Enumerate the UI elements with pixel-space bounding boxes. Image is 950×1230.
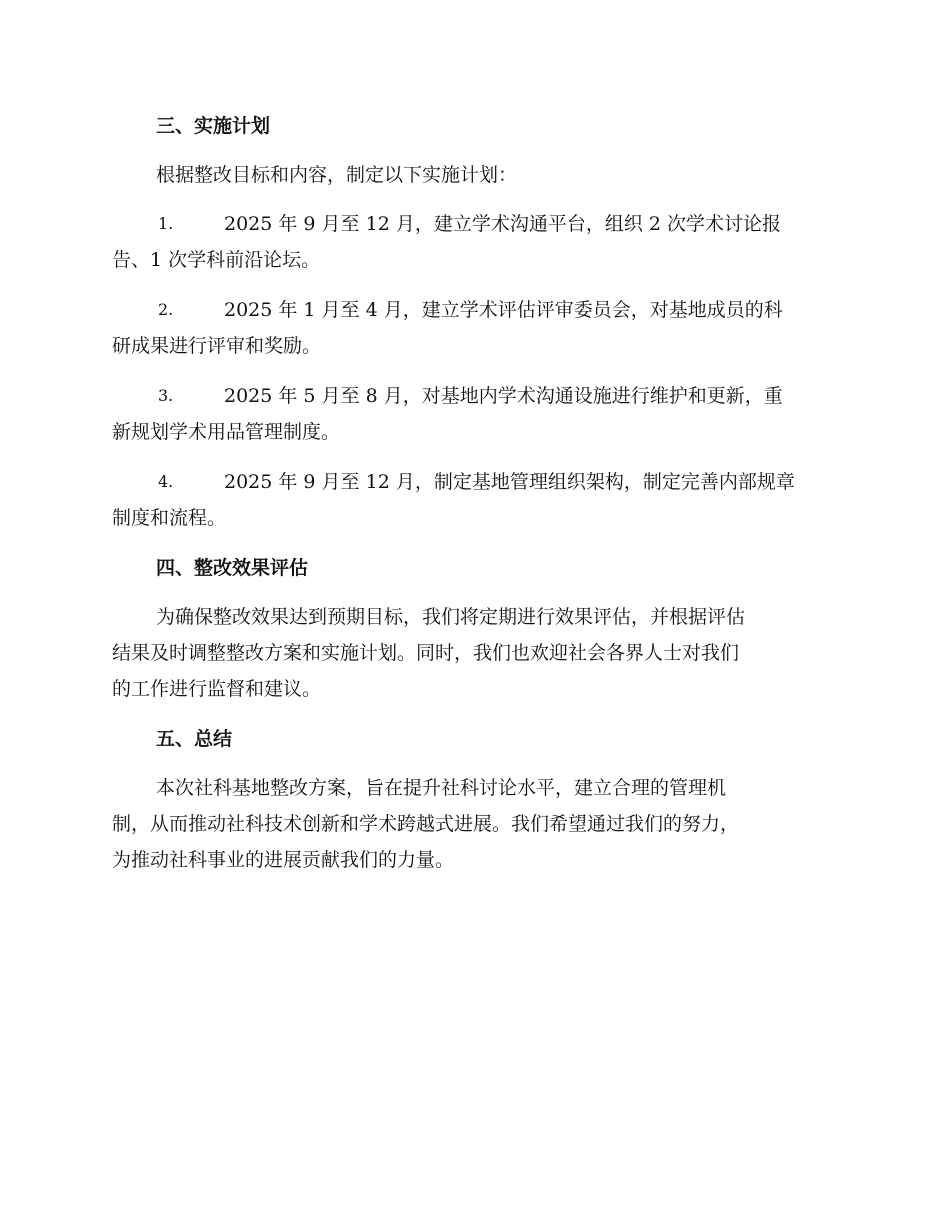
plan-item-number: 1.: [158, 214, 174, 233]
plan-item-number: 4.: [158, 472, 174, 491]
effect-evaluation-paragraph: [112, 599, 842, 707]
plan-item-text-line1: 2025 年 1 月至 4 月，建立学术评估评审委员会，对基地成员的科: [224, 299, 783, 321]
paragraph-line: 制，从而推动社科技术创新和学术跨越式进展。我们希望通过我们的努力，: [112, 813, 740, 835]
implementation-intro: 根据整改目标和内容，制定以下实施计划：: [156, 164, 518, 186]
paragraph-line: 为确保整改效果达到预期目标，我们将定期进行效果评估，并根据评估: [156, 606, 746, 628]
plan-item-text-line2: 告、1 次学科前沿论坛。: [112, 249, 321, 271]
plan-item-text-line1: 2025 年 5 月至 8 月，对基地内学术沟通设施进行维护和更新，重: [224, 385, 783, 407]
paragraph-line: 为推动社科事业的进展贡献我们的力量。: [112, 849, 455, 871]
plan-item-text-line2: 新规划学术用品管理制度。: [112, 421, 341, 443]
plan-item-2: [112, 292, 842, 364]
plan-item-text-line2: 制度和流程。: [112, 507, 227, 529]
plan-item-4: [112, 464, 842, 536]
section-heading-summary: 五、总结: [156, 728, 233, 750]
plan-item-number: 3.: [158, 386, 174, 405]
summary-paragraph: [112, 770, 842, 878]
plan-item-text-line1: 2025 年 9 月至 12 月，建立学术沟通平台，组织 2 次学术讨论报: [224, 213, 781, 235]
plan-item-3: [112, 378, 842, 450]
section-heading-implementation-plan: 三、实施计划: [156, 115, 271, 137]
document-page: [112, 108, 842, 878]
paragraph-line: 本次社科基地整改方案，旨在提升社科讨论水平，建立合理的管理机: [156, 777, 727, 799]
plan-item-text-line2: 研成果进行评审和奖励。: [112, 335, 322, 357]
paragraph-line: 结果及时调整整改方案和实施计划。同时，我们也欢迎社会各界人士对我们: [112, 642, 740, 664]
plan-item-number: 2.: [158, 300, 174, 319]
section-heading-effect-evaluation: 四、整改效果评估: [156, 557, 309, 579]
plan-item-text-line1: 2025 年 9 月至 12 月，制定基地管理组织架构，制定完善内部规章: [224, 471, 795, 493]
plan-item-1: [112, 206, 842, 278]
paragraph-line: 的工作进行监督和建议。: [112, 678, 322, 700]
